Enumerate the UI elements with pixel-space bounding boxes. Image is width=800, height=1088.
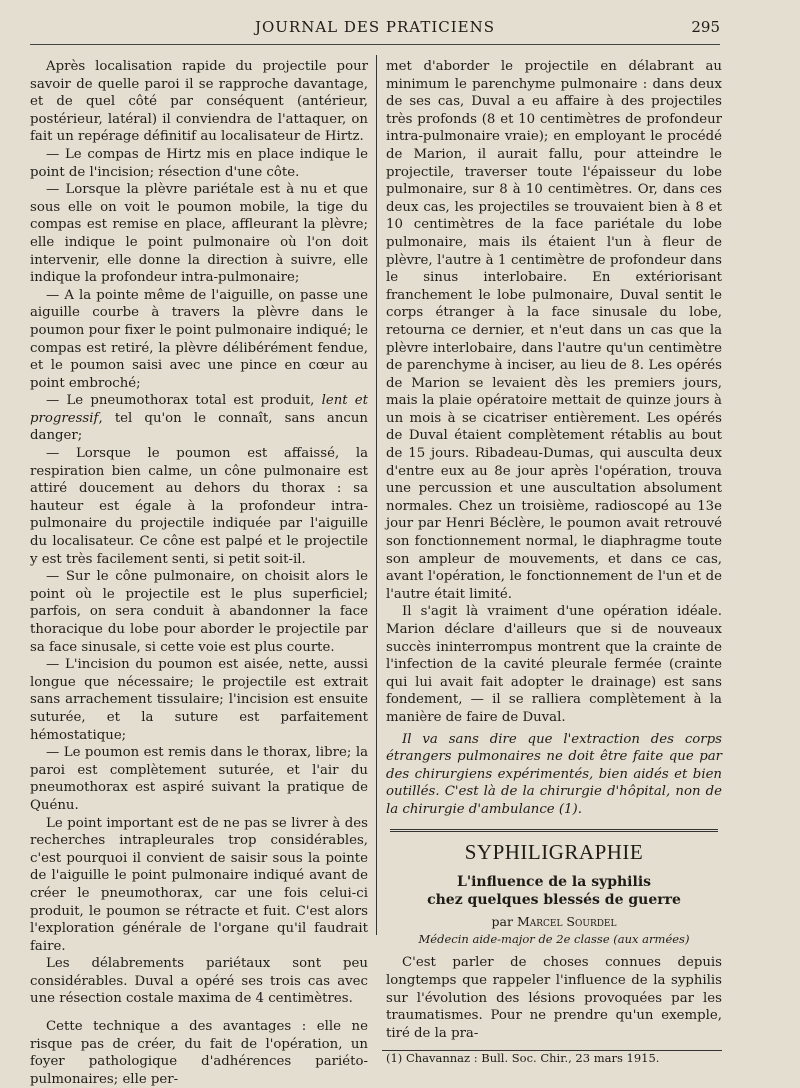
section-divider [390,829,718,832]
byline-par: par [491,914,513,930]
paragraph: met d'aborder le projectile en délabrant au minimum le parenchyme pulmonaire : dans deux de ses cas, Duval a eu affaire à des projectiles très profonds (8 et 10 centimètres de profondeur intra-pulmonaire vraie); en employant le procédé de Marion, il aurait fallu, pour atteindre le projectile, traverser toute l'épaisseur du lobe pulmonaire, sur 8 à 10 centimètres. Or, dans ces deux cas, les projectiles se trouvaient bien à 8 et 10 centimètres de la face pariétale du lobe pulmonaire, mais ils étaient l'un à fleur de plèvre, l'autre à 1 centimètre de profondeur dans le sinus interlobaire. En extériorisant franchement le lobe pulmonaire, Duval sentit le corps étranger à la face sinusale du lobe, retourna ce dernier, et n'eut dans un cas que la plèvre interlobaire, dans l'autre qu'un centimètre de parenchyme à inciser, au lieu de 8. Les opérés de Marion se levaient dès les premiers jours, mais la plaie opératoire mettait de quinze jours à un mois à se cicatriser entièrement. Les opérés de Duval étaient complètement rétablis au bout de 15 jours. Ribadeau-Dumas, qui ausculta deux d'entre eux au 8e jour après l'opération, trouva une percussion et une auscultation absolument normales. Chez un troisième, radioscopé au 13e jour par Henri Béclère, le poumon avait retrouvé son fonctionnement normal, le diaphragme toute son ampleur de mouvements, et dans ce cas, avant l'opération, le fonctionnement de l'un et de l'autre était limité. [386,59,722,602]
right-column [386,58,722,1066]
paragraph: — Le compas de Hirtz mis en place indique le point de l'incision; résection d'une côte. [30,146,368,180]
paragraph: Cette technique a des avantages : elle ne risque pas de créer, du fait de l'opération, un foyer pathologique d'adhérences pariéto-pulmonaires; elle per- [30,1019,368,1087]
article-title-line: L'influence de la syphilis [456,874,652,891]
column-divider [376,55,377,935]
running-head [30,16,720,45]
author-affiliation: Médecin aide-major de 2e classe (aux armées) [418,931,690,946]
paragraph: Il s'agit là vraiment d'une opération idéale. Marion déclare d'ailleurs que si de nouveaux succès ininterrompus montrent que la crainte de l'infection de la cavité pleurale fermée (crainte qui lui avait fait adopter le drainage) est sans fondement, — il se ralliera complètement à la manière de faire de Duval. [386,604,722,725]
byline [386,913,722,931]
left-column [30,58,368,1088]
footnote: (1) Chavannaz : Bull. Soc. Chir., 23 mars 1915. [386,1051,660,1066]
author-name: Marcel Sourdel [516,914,617,930]
article-title-line: chez quelques blessés de guerre [427,892,681,909]
page-number: 295 [691,18,720,36]
paragraph: Le point important est de ne pas se livrer à des recherches intrapleurales trop considérables, c'est pourquoi il convient de saisir sous la pointe de l'aiguille le point pulmonaire indiqué avant de créer le pneumothorax, car une fois celui-ci produit, le poumon se rétracte et fuit. C'est alors l'exploration générale de l'organe qu'il faudrait faire. [30,815,368,954]
paragraph: — Lorsque le poumon est affaissé, la respiration bien calme, un cône pulmonaire est attiré doucement au dehors du thorax : sa hauteur est égale à la profondeur intra-pulmonaire du projectile indiquée par l'aiguille du localisateur. Ce cône est palpé et le projectile y est très facilement senti, si petit soit-il. [30,446,368,567]
paragraph: C'est parler de choses connues depuis longtemps que rappeler l'influence de la syphilis sur l'évolution des lésions provoquées par les traumatismes. Pour ne prendre qu'un exemple, tiré de la pra- [386,955,722,1041]
paragraph-pneumothorax [30,392,368,445]
paragraph: Après localisation rapide du projectile pour savoir de quelle paroi il se rapproche davantage, et de quel côté par conséquent (antérieur, postérieur, latéral) il conviendra de l'attaquer, on fait un repérage définitif au localisateur de Hirtz. [30,59,368,145]
text-run: — Le pneumothorax total est produit, [46,393,322,409]
paragraph: — L'incision du poumon est aisée, nette, aussi longue que nécessaire; le projectile est extrait sans arrachement tissulaire; l'incision est ensuite suturée, et la suture est parfaitement hémostatique; [30,657,368,743]
paragraph: — Lorsque la plèvre pariétale est à nu et que sous elle on voit le poumon mobile, la tige du compas est remise en place, affleurant la plèvre; elle indique le point pulmonaire où l'on doit intervenir, elle donne la direction à suivre, elle indique la profondeur intra-pulmonaire; [30,182,368,286]
paragraph: — A la pointe même de l'aiguille, on passe une aiguille courbe à travers la plèvre dans le poumon pour fixer le point pulmonaire indiqué; le compas est retiré, la plèvre délibérément fendue, et le poumon saisi avec une pince en cœur au point embroché; [30,287,368,391]
section-title: SYPHILIGRAPHIE [464,839,644,864]
paragraph: Les délabrements pariétaux sont peu considérables. Duval a opéré ses trois cas avec une résection costale maxima de 4 centimètres. [30,956,368,1007]
italic-phrase: lent et progressif [30,393,368,426]
paragraph: — Sur le cône pulmonaire, on choisit alors le point où le projectile est le plus superficiel; parfois, on sera conduit à abandonner la face thoracique du lobe pour aborder le projectile par sa face sinusale, si cette voie est plus courte. [30,569,368,655]
italic-note: Il va sans dire que l'extraction des corps étrangers pulmonaires ne doit être faite que par des chirurgiens expérimentés, bien aidés et bien outillés. C'est là de la chirurgie d'hôpital, non de la chirurgie d'ambulance (1). [386,731,722,817]
paragraph: — Le poumon est remis dans le thorax, libre; la paroi est complètement suturée, et l'air du pneumothorax est aspiré suivant la pratique de Quénu. [30,745,368,813]
text-run: , tel qu'on le connaît, sans ancun danger; [30,410,368,444]
journal-title: JOURNAL DES PRATICIENS [254,18,496,36]
